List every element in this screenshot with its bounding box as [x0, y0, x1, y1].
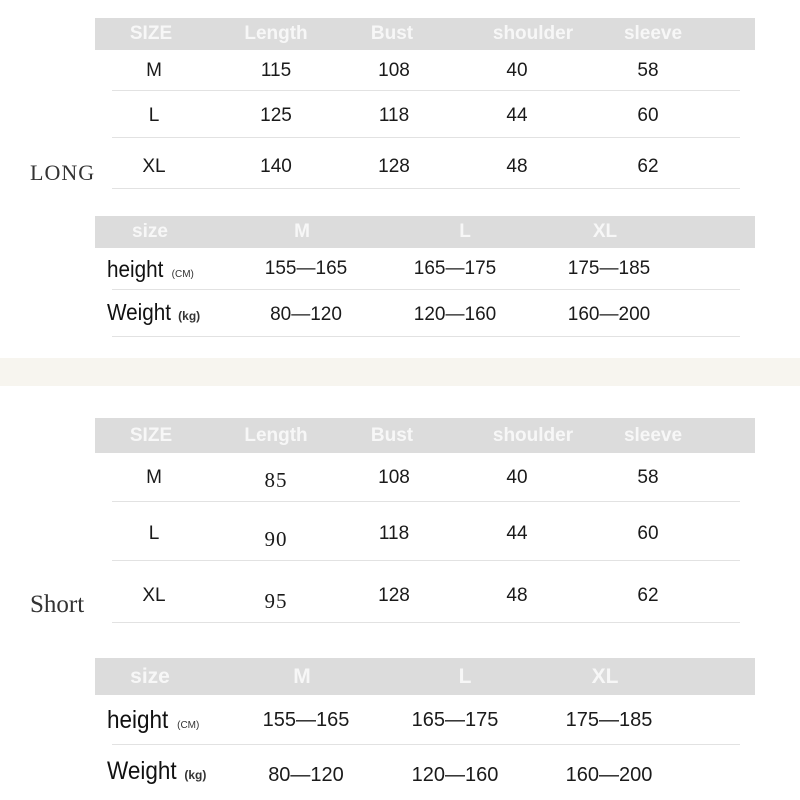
value-cell: 80—120 [270, 304, 342, 325]
shoulder-cell: 48 [506, 585, 528, 606]
table-row [107, 745, 740, 799]
table-row [112, 138, 740, 189]
sleeve-cell: 62 [637, 585, 659, 606]
short-fit-table-header [95, 658, 755, 695]
measure-name: height [107, 706, 169, 734]
bust-cell: 128 [378, 585, 410, 606]
row-label [107, 299, 200, 326]
header-cell: Length [244, 23, 308, 44]
bust-cell: 108 [378, 467, 410, 488]
shoulder-cell: 44 [506, 105, 528, 126]
value-cell: 80—120 [268, 764, 344, 786]
table-row [112, 561, 740, 623]
shoulder-cell: 48 [506, 156, 528, 177]
value-cell: 175—185 [565, 709, 653, 731]
section-divider [0, 358, 800, 386]
sleeve-cell: 62 [637, 156, 659, 177]
header-cell: sleeve [623, 23, 683, 44]
long-section-label: LONG [30, 160, 96, 185]
length-cell: 140 [260, 156, 292, 177]
value-cell: 165—175 [413, 258, 497, 279]
measure-name: Weight [107, 299, 172, 325]
sleeve-cell: 58 [637, 467, 659, 488]
measure-unit: (kg) [178, 309, 201, 323]
table-row [107, 696, 740, 745]
table-row [112, 453, 740, 502]
value-cell: 160—200 [565, 764, 653, 786]
header-cell: shoulder [492, 425, 574, 446]
size-cell: M [146, 467, 162, 488]
sleeve-cell: 58 [637, 60, 659, 81]
header-cell: Bust [370, 425, 414, 446]
header-cell: SIZE [129, 23, 173, 44]
header-cell: XL [592, 221, 618, 242]
length-cell: 90 [264, 527, 288, 551]
long-size-table-header [95, 18, 755, 50]
header-cell: XL [591, 665, 619, 688]
header-cell: size [130, 665, 170, 688]
bust-cell: 118 [378, 523, 410, 544]
value-cell: 120—160 [413, 304, 497, 325]
size-cell: XL [142, 585, 166, 606]
short-size-table-header [95, 418, 755, 453]
shoulder-cell: 44 [506, 523, 528, 544]
value-cell: 155—165 [264, 258, 348, 279]
bust-cell: 108 [378, 60, 410, 81]
row-label [107, 256, 194, 283]
value-cell: 165—175 [411, 709, 499, 731]
table-row [112, 50, 740, 91]
header-cell: L [459, 221, 471, 242]
table-row [107, 248, 740, 290]
table-row [112, 91, 740, 138]
header-cell: M [293, 665, 311, 688]
header-cell: sleeve [623, 425, 683, 446]
sleeve-cell: 60 [637, 105, 659, 126]
size-cell: L [148, 523, 160, 544]
size-cell: L [148, 105, 160, 126]
measure-unit: (CM) [171, 269, 194, 280]
table-row [107, 290, 740, 337]
measure-unit: (CM) [177, 720, 200, 731]
short-section-label: Short [30, 591, 85, 618]
length-cell: 125 [260, 105, 292, 126]
header-cell: size [132, 221, 168, 242]
bust-cell: 128 [378, 156, 410, 177]
measure-name: height [107, 256, 164, 282]
measure-unit: (kg) [184, 768, 207, 782]
measure-name: Weight [107, 757, 177, 785]
length-cell: 85 [264, 468, 288, 492]
size-cell: M [146, 60, 162, 81]
header-cell: SIZE [129, 425, 173, 446]
value-cell: 120—160 [411, 764, 499, 786]
value-cell: 175—185 [567, 258, 651, 279]
long-fit-table-header [95, 216, 755, 248]
header-cell: shoulder [492, 23, 574, 44]
header-cell: Length [244, 425, 308, 446]
row-label [107, 706, 199, 735]
value-cell: 160—200 [567, 304, 651, 325]
header-cell: L [458, 665, 472, 688]
table-row [112, 502, 740, 561]
header-cell: M [294, 221, 310, 242]
bust-cell: 118 [378, 105, 410, 126]
row-label [107, 757, 206, 786]
header-cell: Bust [370, 23, 414, 44]
shoulder-cell: 40 [506, 467, 528, 488]
value-cell: 155—165 [262, 709, 350, 731]
sleeve-cell: 60 [637, 523, 659, 544]
length-cell: 115 [260, 60, 292, 81]
size-cell: XL [142, 156, 166, 177]
length-cell: 95 [264, 589, 288, 613]
shoulder-cell: 40 [506, 60, 528, 81]
